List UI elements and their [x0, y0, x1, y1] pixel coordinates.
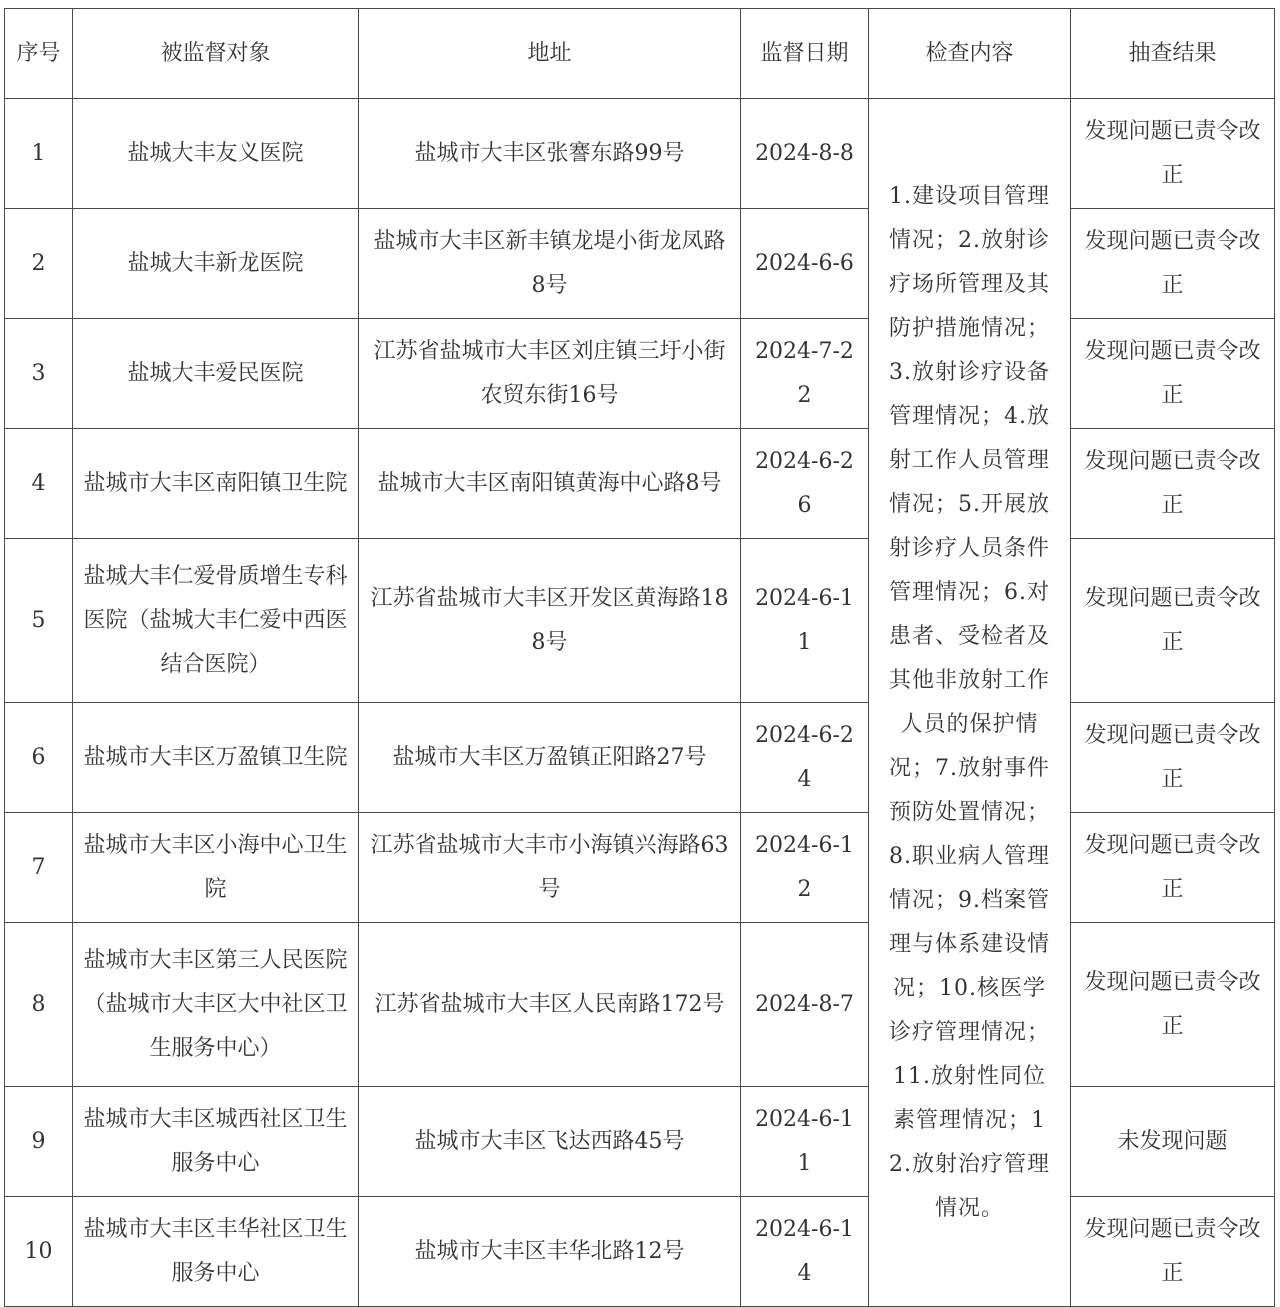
row-address: 江苏省盐城市大丰市小海镇兴海路63号 [359, 813, 741, 923]
table-row [5, 703, 1275, 813]
row-object: 盐城市大丰区第三人民医院（盐城市大丰区大中社区卫生服务中心） [73, 923, 359, 1087]
table-row [5, 1087, 1275, 1197]
table-row [5, 99, 1275, 209]
header-object: 被监督对象 [73, 9, 359, 99]
row-date: 2024-6-6 [741, 209, 869, 319]
row-object: 盐城市大丰区小海中心卫生院 [73, 813, 359, 923]
row-no: 9 [5, 1087, 73, 1197]
row-result: 发现问题已责令改正 [1071, 539, 1275, 703]
row-result: 发现问题已责令改正 [1071, 1197, 1275, 1307]
row-date: 2024-6-11 [741, 1087, 869, 1197]
row-date: 2024-8-8 [741, 99, 869, 209]
row-address: 盐城市大丰区丰华北路12号 [359, 1197, 741, 1307]
header-no: 序号 [5, 9, 73, 99]
row-result: 发现问题已责令改正 [1071, 703, 1275, 813]
row-no: 6 [5, 703, 73, 813]
row-date: 2024-8-7 [741, 923, 869, 1087]
header-row [5, 9, 1275, 99]
row-object: 盐城市大丰区城西社区卫生服务中心 [73, 1087, 359, 1197]
row-address: 盐城市大丰区张謇东路99号 [359, 99, 741, 209]
row-no: 4 [5, 429, 73, 539]
row-address: 江苏省盐城市大丰区开发区黄海路188号 [359, 539, 741, 703]
row-date: 2024-6-26 [741, 429, 869, 539]
row-result: 发现问题已责令改正 [1071, 319, 1275, 429]
row-no: 3 [5, 319, 73, 429]
row-date: 2024-6-24 [741, 703, 869, 813]
row-object: 盐城大丰新龙医院 [73, 209, 359, 319]
table-row [5, 813, 1275, 923]
table-row [5, 209, 1275, 319]
row-address: 江苏省盐城市大丰区刘庄镇三圩小街农贸东街16号 [359, 319, 741, 429]
row-object: 盐城市大丰区丰华社区卫生服务中心 [73, 1197, 359, 1307]
header-content: 检查内容 [869, 9, 1071, 99]
inspection-table [4, 8, 1275, 1307]
row-address: 盐城市大丰区万盈镇正阳路27号 [359, 703, 741, 813]
header-result: 抽查结果 [1071, 9, 1275, 99]
row-address: 江苏省盐城市大丰区人民南路172号 [359, 923, 741, 1087]
row-result: 发现问题已责令改正 [1071, 209, 1275, 319]
row-object: 盐城大丰友义医院 [73, 99, 359, 209]
row-address: 盐城市大丰区新丰镇龙堤小街龙凤路8号 [359, 209, 741, 319]
table-row [5, 319, 1275, 429]
row-no: 7 [5, 813, 73, 923]
row-result: 发现问题已责令改正 [1071, 99, 1275, 209]
row-result: 发现问题已责令改正 [1071, 923, 1275, 1087]
row-no: 2 [5, 209, 73, 319]
row-object: 盐城大丰爱民医院 [73, 319, 359, 429]
row-no: 10 [5, 1197, 73, 1307]
row-result: 未发现问题 [1071, 1087, 1275, 1197]
row-no: 1 [5, 99, 73, 209]
header-date: 监督日期 [741, 9, 869, 99]
table-row [5, 1197, 1275, 1307]
row-object: 盐城市大丰区万盈镇卫生院 [73, 703, 359, 813]
row-no: 5 [5, 539, 73, 703]
row-object: 盐城市大丰区南阳镇卫生院 [73, 429, 359, 539]
table-row [5, 923, 1275, 1087]
row-date: 2024-6-14 [741, 1197, 869, 1307]
table-row [5, 429, 1275, 539]
table-row [5, 539, 1275, 703]
header-address: 地址 [359, 9, 741, 99]
row-address: 盐城市大丰区飞达西路45号 [359, 1087, 741, 1197]
row-result: 发现问题已责令改正 [1071, 429, 1275, 539]
row-result: 发现问题已责令改正 [1071, 813, 1275, 923]
row-address: 盐城市大丰区南阳镇黄海中心路8号 [359, 429, 741, 539]
row-object: 盐城大丰仁爱骨质增生专科医院（盐城大丰仁爱中西医结合医院） [73, 539, 359, 703]
row-date: 2024-6-11 [741, 539, 869, 703]
row-date: 2024-7-22 [741, 319, 869, 429]
row-date: 2024-6-12 [741, 813, 869, 923]
inspection-content: 1.建设项目管理情况；2.放射诊疗场所管理及其防护措施情况；3.放射诊疗设备管理情况；4.放射工作人员管理情况；5.开展放射诊疗人员条件管理情况；6.对患者、受检者及其他非放射工作人员的保护情况；7.放射事件预防处置情况；8.职业病人管理情况；9.档案管理与体系建设情况；10.核医学诊疗管理情况；11.放射性同位素管理情况；12.放射治疗管理情况。 [869, 99, 1071, 1307]
row-no: 8 [5, 923, 73, 1087]
